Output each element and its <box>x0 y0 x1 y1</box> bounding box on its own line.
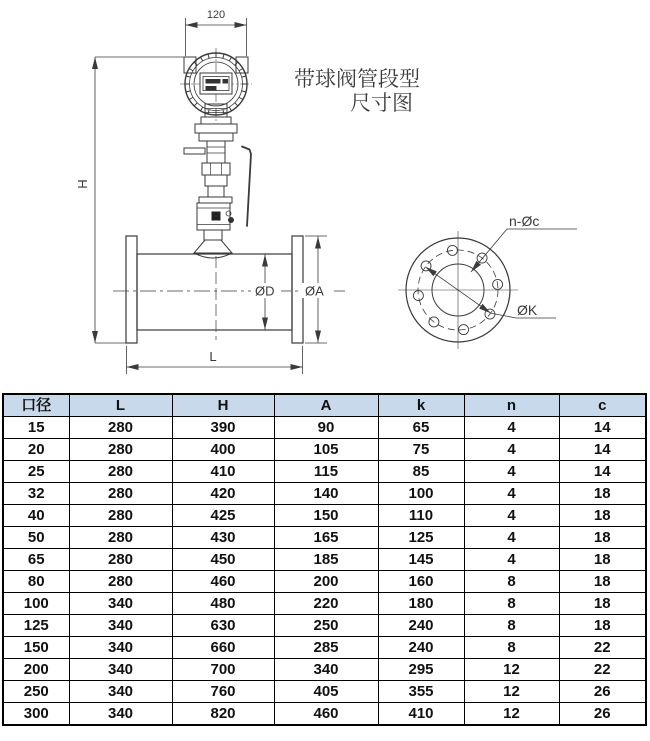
table-cell: 660 <box>172 637 274 659</box>
table-cell: 410 <box>172 461 274 483</box>
table-cell: 8 <box>464 571 559 593</box>
drawing-title <box>294 68 420 115</box>
table-cell: 295 <box>378 659 464 681</box>
table-cell: 400 <box>172 439 274 461</box>
table-cell: 4 <box>464 527 559 549</box>
table-cell: 65 <box>3 549 69 571</box>
table-cell: 410 <box>378 703 464 726</box>
table-row <box>3 505 646 527</box>
table-cell: 8 <box>464 615 559 637</box>
table-cell: 12 <box>464 659 559 681</box>
title-line1: 带球阀管段型 <box>294 68 420 91</box>
table-cell: 4 <box>464 549 559 571</box>
table-cell: 18 <box>559 505 646 527</box>
table-cell: 405 <box>274 681 378 703</box>
table-cell: 630 <box>172 615 274 637</box>
table-row <box>3 637 646 659</box>
table-cell: 22 <box>559 637 646 659</box>
valve-handle <box>242 147 251 227</box>
table-cell: 4 <box>464 417 559 439</box>
table-cell: 340 <box>69 593 172 615</box>
leader-bolt-circle <box>425 267 556 318</box>
table-cell: 115 <box>274 461 378 483</box>
table-cell: 180 <box>378 593 464 615</box>
table-row <box>3 615 646 637</box>
table-cell: 160 <box>378 571 464 593</box>
table-cell: 430 <box>172 527 274 549</box>
title-line2: 尺寸图 <box>350 92 413 115</box>
header-n: n <box>464 394 559 417</box>
table-cell: 220 <box>274 593 378 615</box>
table-row <box>3 461 646 483</box>
table-cell: 12 <box>464 703 559 726</box>
table-cell: 32 <box>3 483 69 505</box>
table-row <box>3 549 646 571</box>
table-cell: 50 <box>3 527 69 549</box>
table-cell: 26 <box>559 703 646 726</box>
table-cell: 280 <box>69 439 172 461</box>
table-cell: 820 <box>172 703 274 726</box>
header-k: k <box>378 394 464 417</box>
table-cell: 12 <box>464 681 559 703</box>
table-cell: 4 <box>464 461 559 483</box>
header-c: c <box>559 394 646 417</box>
table-cell: 340 <box>274 659 378 681</box>
table-cell: 20 <box>3 439 69 461</box>
table-header-row <box>3 394 646 417</box>
table-row <box>3 439 646 461</box>
table-row <box>3 527 646 549</box>
dimension-H <box>75 57 190 343</box>
table-cell: 4 <box>464 483 559 505</box>
table-cell: 340 <box>69 637 172 659</box>
table-cell: 700 <box>172 659 274 681</box>
dim-L-label: L <box>209 349 217 364</box>
table-row <box>3 417 646 439</box>
header-diameter: 口径 <box>3 394 69 417</box>
table-cell: 280 <box>69 483 172 505</box>
table-cell: 300 <box>3 703 69 726</box>
bolt-holes-label: n-Øc <box>509 213 540 229</box>
table-cell: 280 <box>69 549 172 571</box>
dim-H-label: H <box>75 179 90 189</box>
table-row <box>3 593 646 615</box>
table-body <box>3 417 646 726</box>
table-cell: 185 <box>274 549 378 571</box>
table-cell: 280 <box>69 461 172 483</box>
header-A: A <box>274 394 378 417</box>
table-cell: 4 <box>464 439 559 461</box>
table-cell: 4 <box>464 505 559 527</box>
table-cell: 100 <box>3 593 69 615</box>
table-cell: 125 <box>3 615 69 637</box>
table-cell: 15 <box>3 417 69 439</box>
table-cell: 280 <box>69 527 172 549</box>
table-cell: 14 <box>559 417 646 439</box>
table-cell: 760 <box>172 681 274 703</box>
table-cell: 200 <box>3 659 69 681</box>
table-cell: 18 <box>559 549 646 571</box>
table-cell: 105 <box>274 439 378 461</box>
bolt-circle-label: ØK <box>517 302 538 318</box>
table-cell: 450 <box>172 549 274 571</box>
table-cell: 80 <box>3 571 69 593</box>
table-cell: 340 <box>69 681 172 703</box>
table-cell: 125 <box>378 527 464 549</box>
dim-A-label: ØA <box>305 283 324 299</box>
dimension-table <box>2 393 647 726</box>
transmitter-head <box>180 48 252 122</box>
table-cell: 420 <box>172 483 274 505</box>
table-row <box>3 703 646 726</box>
leader-bolt-holes <box>471 213 577 272</box>
display-window <box>200 73 232 94</box>
table-cell: 340 <box>69 703 172 726</box>
dim-D-label: ØD <box>255 283 275 299</box>
table-cell: 18 <box>559 615 646 637</box>
dimension-L <box>127 346 303 374</box>
table-cell: 240 <box>378 615 464 637</box>
table-cell: 340 <box>69 659 172 681</box>
flange-end-view <box>398 213 577 349</box>
table-cell: 480 <box>172 593 274 615</box>
table-cell: 200 <box>274 571 378 593</box>
dimension-inner-diameter <box>251 255 281 330</box>
table-header <box>3 394 646 417</box>
table-row <box>3 681 646 703</box>
table-cell: 280 <box>69 417 172 439</box>
table-cell: 8 <box>464 637 559 659</box>
table-cell: 145 <box>378 549 464 571</box>
table-cell: 85 <box>378 461 464 483</box>
valve-stem-assembly <box>184 104 237 203</box>
table-cell: 75 <box>378 439 464 461</box>
table-cell: 460 <box>274 703 378 726</box>
table-cell: 90 <box>274 417 378 439</box>
table-cell: 280 <box>69 571 172 593</box>
table-cell: 65 <box>378 417 464 439</box>
table-cell: 250 <box>274 615 378 637</box>
table-cell: 240 <box>378 637 464 659</box>
table-cell: 18 <box>559 527 646 549</box>
table-cell: 390 <box>172 417 274 439</box>
table-cell: 340 <box>69 615 172 637</box>
table-cell: 40 <box>3 505 69 527</box>
table-cell: 18 <box>559 571 646 593</box>
header-L: L <box>69 394 172 417</box>
table-cell: 165 <box>274 527 378 549</box>
table-cell: 8 <box>464 593 559 615</box>
table-cell: 355 <box>378 681 464 703</box>
table-cell: 285 <box>274 637 378 659</box>
header-H: H <box>172 394 274 417</box>
table-cell: 150 <box>3 637 69 659</box>
table-cell: 150 <box>274 505 378 527</box>
table-cell: 250 <box>3 681 69 703</box>
table-cell: 18 <box>559 483 646 505</box>
table-cell: 18 <box>559 593 646 615</box>
table-row <box>3 483 646 505</box>
table-row <box>3 659 646 681</box>
dimension-flange-diameter <box>302 236 334 343</box>
table-cell: 22 <box>559 659 646 681</box>
table-cell: 140 <box>274 483 378 505</box>
table-cell: 425 <box>172 505 274 527</box>
table-cell: 26 <box>559 681 646 703</box>
table-cell: 460 <box>172 571 274 593</box>
table-cell: 110 <box>378 505 464 527</box>
table-cell: 25 <box>3 461 69 483</box>
table-cell: 280 <box>69 505 172 527</box>
table-row <box>3 571 646 593</box>
dim-120-label: 120 <box>206 9 226 21</box>
table-cell: 100 <box>378 483 464 505</box>
table-cell: 14 <box>559 461 646 483</box>
table-cell: 14 <box>559 439 646 461</box>
